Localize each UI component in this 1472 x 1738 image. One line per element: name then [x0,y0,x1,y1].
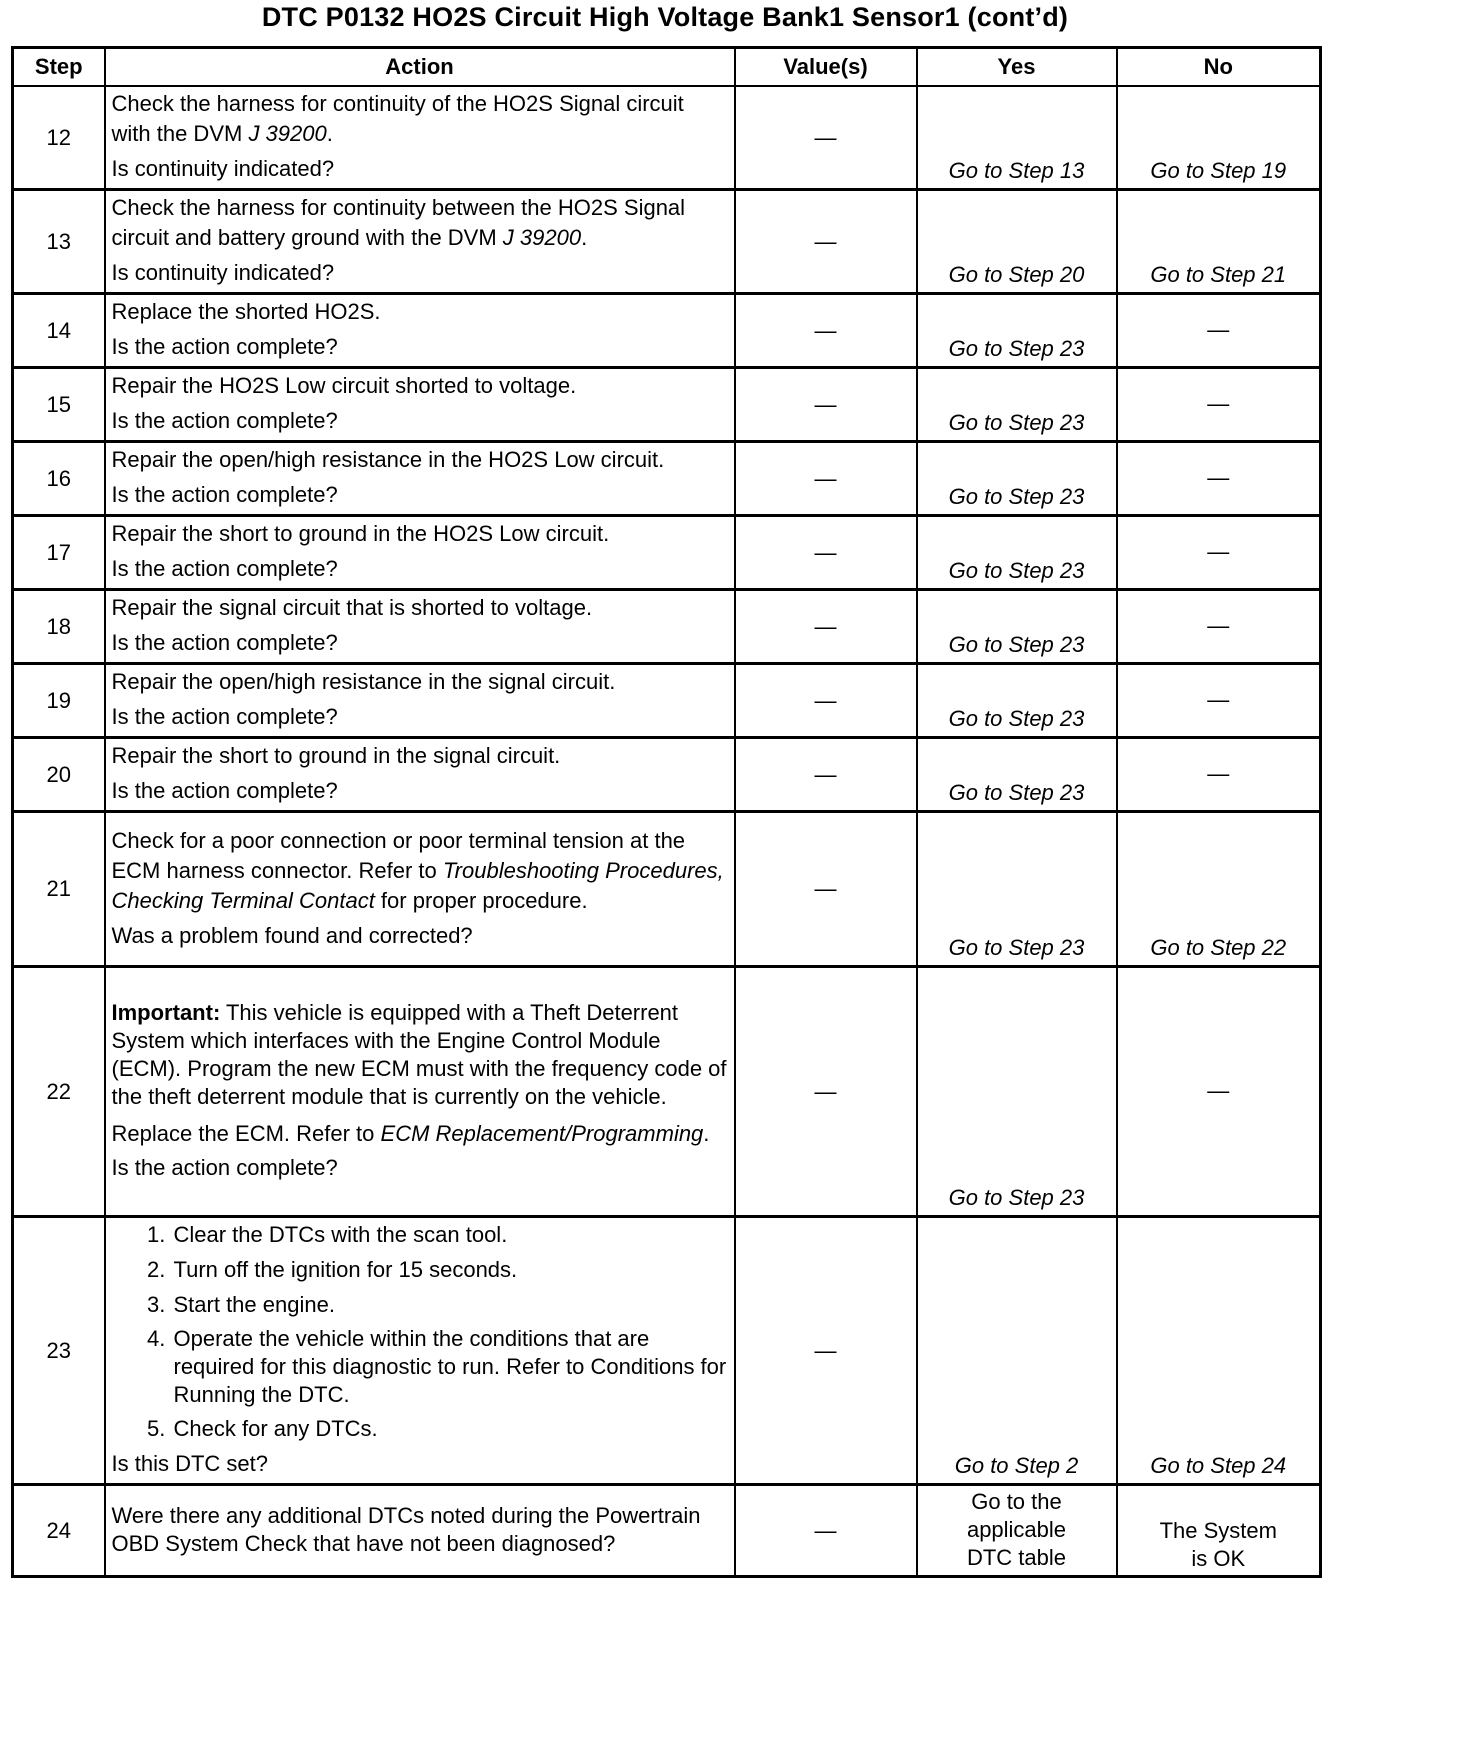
step-number: 22 [13,967,105,1217]
action-cell: Check the harness for continuity between the HO2S Signal circuit and battery ground with the DVM J 39200. Is continuity indicated? [105,190,735,294]
empty-value-dash: — [814,317,837,343]
question-text: Is continuity indicated? [111,260,335,285]
yes-goto: Go to Step 13 [948,158,1085,183]
step-number: 12 [13,86,105,190]
yes-goto: Go to Step 23 [948,336,1085,361]
empty-value-dash: — [814,687,837,713]
step-number: 16 [13,442,105,516]
yes-goto: Go to Step 23 [948,706,1085,731]
yes-cell [917,1485,1117,1577]
value-cell [735,294,917,368]
no-goto: Go to Step 19 [1150,158,1287,183]
table-row [13,368,1321,442]
step-number: 21 [13,812,105,967]
no-cell [1117,738,1321,812]
no-cell [1117,294,1321,368]
empty-no-dash: — [1207,612,1230,638]
no-cell [1117,368,1321,442]
procedure-reference: ECM Replacement/Programming [380,1120,704,1146]
yes-goto: Go to Step 23 [948,780,1085,805]
step-number: 20 [13,738,105,812]
action-cell [105,664,735,738]
value-cell [735,812,917,967]
value-cell [735,190,917,294]
no-result: The System is OK [1159,1518,1277,1571]
question-text: Is the action complete? [111,408,338,433]
no-goto: Go to Step 24 [1150,1453,1287,1478]
question-text: Is the action complete? [111,1154,338,1180]
action-text: Check the harness for continuity of the HO2S Signal circuit with the DVM [111,91,684,146]
action-text: Check for a poor connection or poor terminal tension at the ECM harness connector. Refer to [111,827,686,883]
diagnostic-table [11,46,1322,1578]
header-step: Step [13,48,105,87]
empty-no-dash: — [1207,390,1230,416]
yes-cell [917,590,1117,664]
procedure-reference: Troubleshooting Procedures, Checking Terminal Contact [111,857,724,913]
no-cell [1117,442,1321,516]
empty-value-dash: — [814,1517,837,1543]
yes-cell [917,442,1117,516]
empty-no-dash: — [1207,464,1230,490]
table-header-row [13,48,1321,87]
question-text: Was a problem found and corrected? [111,922,473,948]
no-cell [1117,967,1321,1217]
step-number: 14 [13,294,105,368]
value-cell [735,738,917,812]
empty-no-dash: — [1207,760,1230,786]
question-text: Is the action complete? [111,704,338,729]
yes-cell [917,294,1117,368]
no-cell [1117,516,1321,590]
list-item: 1. Clear the DTCs with the scan tool. [172,1220,728,1250]
action-cell [105,516,735,590]
empty-value-dash: — [814,613,837,639]
important-label: Important: [111,999,221,1025]
yes-goto: Go to Step 23 [948,410,1085,435]
header-yes: Yes [917,48,1117,87]
question-text: Is the action complete? [111,778,338,803]
no-cell [1117,86,1321,190]
action-text: Repair the HO2S Low circuit shorted to voltage. [111,373,577,398]
value-cell [735,368,917,442]
procedure-list [112,1220,728,1444]
empty-value-dash: — [814,228,837,254]
value-cell [735,442,917,516]
yes-goto: Go to Step 20 [948,262,1085,287]
action-text: Replace the ECM. Refer to [111,1120,381,1146]
action-text: Repair the short to ground in the signal circuit. [111,743,561,768]
table-row [13,1217,1321,1485]
question-text: Is the action complete? [111,334,338,359]
question-text: Were there any additional DTCs noted during the Powertrain OBD System Check that have not been diagnosed? [111,1502,701,1556]
step-number: 17 [13,516,105,590]
value-cell [735,516,917,590]
action-cell [105,368,735,442]
value-cell [735,1217,917,1485]
no-cell [1117,1485,1321,1577]
step-number: 24 [13,1485,105,1577]
yes-goto: Go to Step 23 [948,484,1085,509]
no-cell [1117,190,1321,294]
yes-cell [917,967,1117,1217]
header-action: Action [105,48,735,87]
question-text: Is the action complete? [111,630,338,655]
table-row [13,812,1321,967]
yes-cell [917,812,1117,967]
table-row [13,190,1321,294]
value-cell [735,86,917,190]
no-cell [1117,812,1321,967]
action-text: Repair the short to ground in the HO2S Low circuit. [111,521,610,546]
list-item: 4. Operate the vehicle within the conditions that are required for this diagnostic to run. Refer to Conditions for Running the DTC. [172,1325,728,1409]
list-item: 5. Check for any DTCs. [172,1414,728,1444]
action-cell: Check the harness for continuity of the HO2S Signal circuit with the DVM J 39200. Is continuity indicated? [105,86,735,190]
action-text: Repair the open/high resistance in the signal circuit. [111,669,616,694]
table-row [13,1485,1321,1577]
tool-reference: J 39200 [502,225,582,250]
empty-no-dash: — [1207,538,1230,564]
empty-no-dash: — [1207,686,1230,712]
empty-value-dash: — [814,1337,837,1363]
step-number: 23 [13,1217,105,1485]
question-text: Is the action complete? [111,482,338,507]
table-row [13,294,1321,368]
action-text: Check the harness for continuity between the HO2S Signal circuit and battery ground with the DVM [111,195,686,250]
action-cell [105,294,735,368]
yes-cell [917,368,1117,442]
action-cell: Important: This vehicle is equipped with a Theft Deterrent System which interfaces with the Engine Control Module (ECM). Program the new ECM must with the frequency code of the theft deterrent module that is currently on the vehicle. Replace the ECM. Refer to ECM Replacement/Programming. Is the action complete? [105,967,735,1217]
yes-cell [917,1217,1117,1485]
empty-value-dash: — [814,124,837,150]
action-cell [105,738,735,812]
step-number: 13 [13,190,105,294]
action-cell [105,590,735,664]
value-cell [735,1485,917,1577]
empty-value-dash: — [814,761,837,787]
no-cell [1117,664,1321,738]
table-row [13,86,1321,190]
header-no: No [1117,48,1321,87]
table-row [13,590,1321,664]
yes-goto: Go to Step 23 [948,558,1085,583]
empty-value-dash: — [814,876,837,901]
no-goto: Go to Step 21 [1150,262,1287,287]
question-text: Is the action complete? [111,556,338,581]
action-cell: Check for a poor connection or poor terminal tension at the ECM harness connector. Refer to Troubleshooting Procedures, Checking Terminal Contact for proper procedure. Was a problem found and corrected? [105,812,735,967]
empty-no-dash: — [1207,316,1230,342]
step-number: 19 [13,664,105,738]
yes-goto: Go to Step 23 [948,1185,1085,1210]
action-cell [105,1217,735,1485]
table-row [13,738,1321,812]
yes-goto: Go to Step 23 [948,632,1085,657]
action-cell [105,442,735,516]
yes-result: Go to the applicable DTC table [966,1488,1067,1570]
table-row [13,664,1321,738]
no-goto: Go to Step 22 [1150,935,1287,960]
important-text: This vehicle is equipped with a Theft Deterrent System which interfaces with the Engine Control Module (ECM). Program the new ECM must with the frequency code of the theft deterrent module that is currently on the vehicle. [111,999,727,1109]
action-cell [105,1485,735,1577]
empty-value-dash: — [814,539,837,565]
action-text: Repair the open/high resistance in the HO2S Low circuit. [111,447,665,472]
step-number: 15 [13,368,105,442]
table-row [13,516,1321,590]
action-text: Repair the signal circuit that is shorted to voltage. [111,595,593,620]
empty-no-dash: — [1207,1077,1230,1103]
value-cell [735,590,917,664]
yes-cell [917,738,1117,812]
yes-cell [917,86,1117,190]
question-text: Is continuity indicated? [111,156,335,181]
empty-value-dash: — [814,391,837,417]
no-cell [1117,590,1321,664]
table-row [13,442,1321,516]
yes-goto: Go to Step 2 [954,1453,1079,1478]
action-text: Replace the shorted HO2S. [111,299,381,324]
list-item: 2. Turn off the ignition for 15 seconds. [172,1255,728,1285]
empty-value-dash: — [814,1078,837,1104]
value-cell [735,664,917,738]
empty-value-dash: — [814,465,837,491]
header-values: Value(s) [735,48,917,87]
important-note [112,999,728,1111]
list-item: 3. Start the engine. [172,1290,728,1320]
step-number: 18 [13,590,105,664]
yes-goto: Go to Step 23 [948,935,1085,960]
value-cell [735,967,917,1217]
yes-cell [917,664,1117,738]
yes-cell [917,516,1117,590]
page-title: DTC P0132 HO2S Circuit High Voltage Bank1 Sensor1 (cont’d) [261,2,1069,32]
no-cell [1117,1217,1321,1485]
tool-reference: J 39200 [248,121,327,146]
table-row [13,967,1321,1217]
question-text: Is this DTC set? [111,1451,268,1476]
yes-cell [917,190,1117,294]
